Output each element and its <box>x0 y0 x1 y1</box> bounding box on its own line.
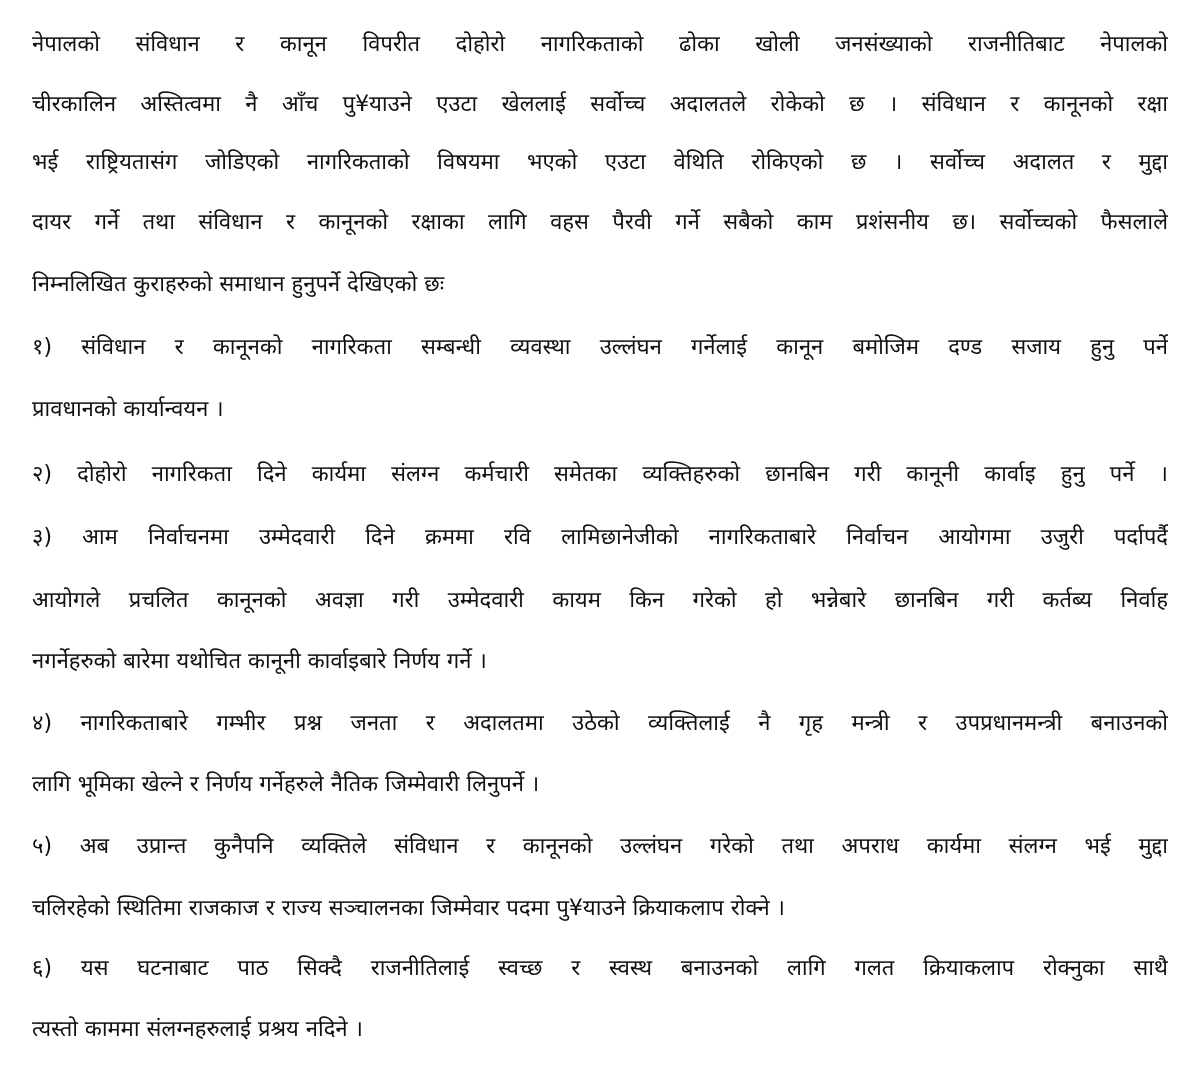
list-item-5-line-1: ५) अब उप्रान्त कुनैपनि व्यक्तिले संविधान र कानूनको उल्लंघन गरेको तथा अपराध कार्यमा संलग्न भई मुद्दा <box>32 834 1168 859</box>
paragraph-line-3: भई राष्ट्रियतासंग जोडिएको नागरिकताको विषयमा भएको एउटा वेथिति रोकिएको छ । सर्वोच्च अदालत र मुद्दा <box>32 150 1168 175</box>
list-item-2-line-1: २) दोहोरो नागरिकता दिने कार्यमा संलग्न कर्मचारी समेतका व्यक्तिहरुको छानबिन गरी कानूनी कार्वाइ हुनु पर्ने । <box>32 462 1168 487</box>
list-item-6-line-2: त्यस्तो काममा संलग्नहरुलाई प्रश्रय नदिने । <box>32 1017 363 1042</box>
paragraph-line-1: नेपालको संविधान र कानून विपरीत दोहोरो नागरिकताको ढोका खोली जनसंख्याको राजनीतिबाट नेपालको <box>32 32 1168 57</box>
list-item-1-line-2: प्रावधानको कार्यान्वयन । <box>32 397 224 422</box>
list-item-3-line-2: आयोगले प्रचलित कानूनको अवज्ञा गरी उम्मेदवारी कायम किन गरेको हो भन्नेबारे छानबिन गरी कर्तब्य निर्वाह <box>32 588 1168 613</box>
paragraph-line-2: चीरकालिन अस्तित्वमा नै आँच पु¥याउने एउटा खेललाई सर्वोच्च अदालतले रोकेको छ । संविधान र कानूनको रक्षा <box>32 92 1168 117</box>
list-item-6-line-1: ६) यस घटनाबाट पाठ सिक्दै राजनीतिलाई स्वच्छ र स्वस्थ बनाउनको लागि गलत क्रियाकलाप रोक्नुका साथै <box>32 956 1168 981</box>
list-item-4-line-2: लागि भूमिका खेल्ने र निर्णय गर्नेहरुले नैतिक जिम्मेवारी लिनुपर्ने । <box>32 772 540 797</box>
list-item-3-line-1: ३) आम निर्वाचनमा उम्मेदवारी दिने क्रममा रवि लामिछानेजीको नागरिकताबारे निर्वाचन आयोगमा उजुरी पर्दापर्दै <box>32 525 1168 550</box>
list-item-1-line-1: १) संविधान र कानूनको नागरिकता सम्बन्धी व्यवस्था उल्लंघन गर्नेलाई कानून बमोजिम दण्ड सजाय हुनु पर्ने <box>32 335 1168 360</box>
paragraph-line-4: दायर गर्ने तथा संविधान र कानूनको रक्षाका लागि वहस पैरवी गर्ने सबैको काम प्रशंसनीय छ। सर्वोच्चको फैसलाले <box>32 210 1168 235</box>
list-item-3-line-3: नगर्नेहरुको बारेमा यथोचित कानूनी कार्वाइबारे निर्णय गर्ने । <box>32 649 487 674</box>
list-item-5-line-2: चलिरहेको स्थितिमा राजकाज र राज्य सञ्चालनका जिम्मेवार पदमा पु¥याउने क्रियाकलाप रोक्ने । <box>32 896 785 921</box>
paragraph-line-5: निम्नलिखित कुराहरुको समाधान हुनुपर्ने देखिएको छः <box>32 272 445 297</box>
list-item-4-line-1: ४) नागरिकताबारे गम्भीर प्रश्न जनता र अदालतमा उठेको व्यक्तिलाई नै गृह मन्त्री र उपप्रधानमन्त्री बनाउनको <box>32 711 1168 736</box>
